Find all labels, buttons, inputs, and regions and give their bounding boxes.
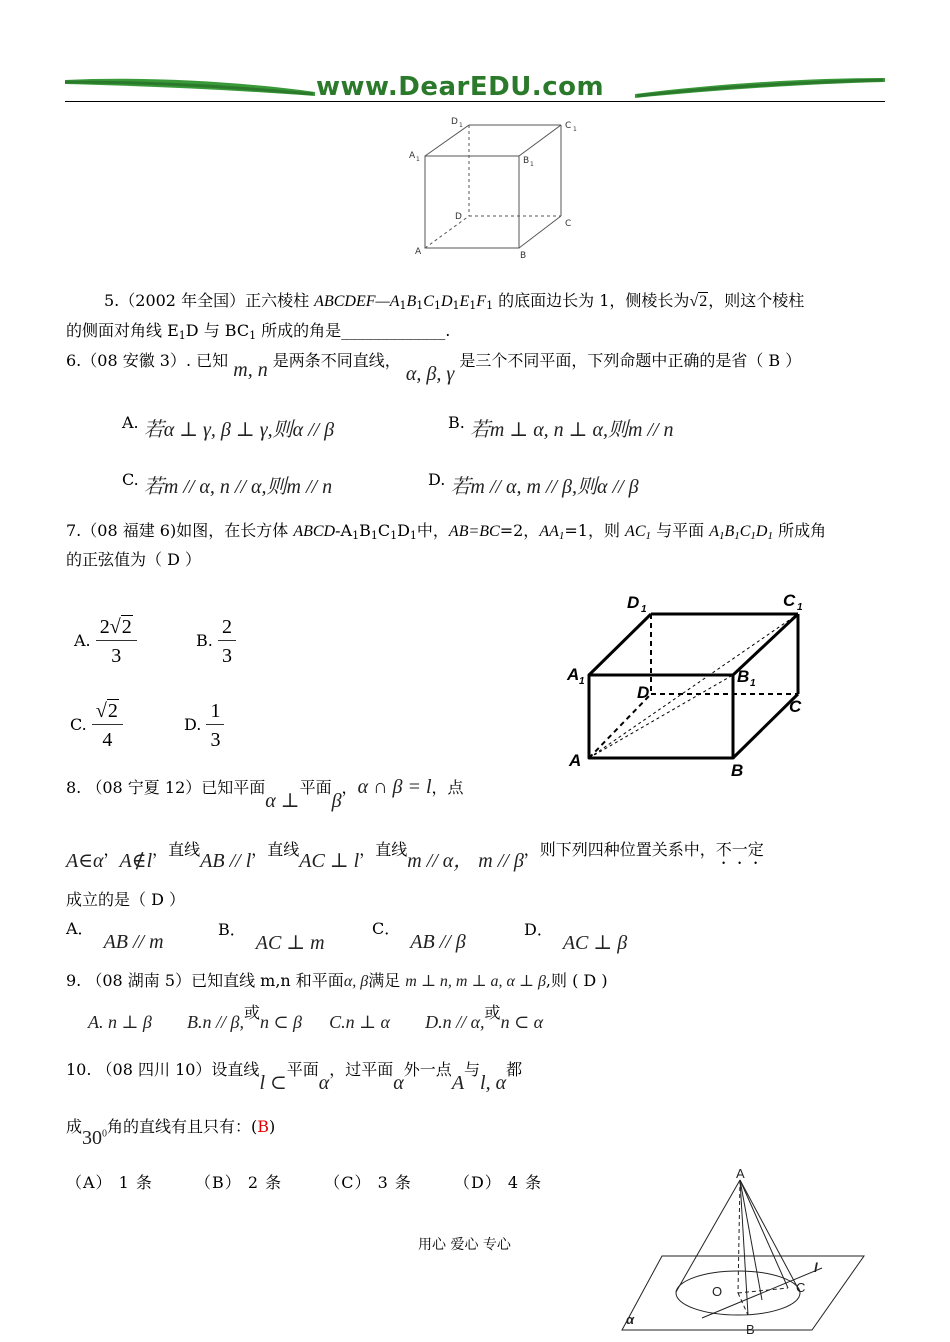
svg-text:1: 1	[579, 676, 585, 687]
q7-option-b: B. $\frac{2}{3}$	[196, 616, 236, 667]
svg-text:1: 1	[416, 156, 420, 163]
sqrt-symbol: √2	[689, 293, 708, 310]
q8-option-a: A．AB // m	[66, 919, 164, 953]
q6-option-c: C. 若m // α, n // α,则m // n	[122, 470, 333, 498]
cube1-label-c: C	[565, 219, 572, 229]
cuboid-figure-q7	[565, 586, 815, 776]
question-7-line-1: 7.（08 福建 6)如图，在长方体 ABCD-$A_1B_1C_1D_1$中，AB=BC=2，$AA_1=1$，则 $AC_1$ 与平面 $A_1B_1C_1D_1$ 所成角	[66, 521, 827, 542]
q10-fig-label-alpha: α	[626, 1312, 635, 1327]
question-10-line-1: 10. （08 四川 10）设直线l ⊂平面α，过平面α外一点A与l, α都	[66, 1060, 523, 1094]
cube1-label-d: D	[455, 212, 462, 222]
q10-fig-label-b: B	[746, 1322, 755, 1337]
svg-text:1: 1	[459, 122, 463, 129]
cube1-label-d1: D	[451, 117, 458, 127]
question-9-options: A. n ⊥ β B.n // β,或n ⊂ β C.n ⊥ α D.n // α,或n ⊂ α	[88, 1003, 544, 1032]
question-7-line-2: 的正弦值为（ D ）	[66, 550, 202, 569]
q7-fig-label-d: D	[637, 683, 650, 702]
q7-fig-label-a: A	[569, 751, 582, 770]
q10-fig-label-l: l	[814, 1260, 818, 1275]
cone-figure-q10	[612, 1168, 872, 1340]
q6-option-a: A. 若α ⊥ γ, β ⊥ γ,则α // β	[122, 413, 335, 441]
header-divider	[65, 101, 885, 102]
question-5-line-1: 5.（2002 年全国）正六棱柱 $ABCDEF—A_1B_1C_1D_1E_1F_1$ 的底面边长为 1，侧棱长为√2，则这个棱柱	[104, 291, 805, 312]
q7-fig-label-b1: B	[737, 667, 750, 686]
q7-option-d: D. $\frac{1}{3}$	[184, 700, 224, 751]
cube1-label-b1: B	[523, 156, 530, 166]
question-6-stem: 6.（08 安徽 3）. 已知 m, n 是两条不同直线， α, β, γ 是三个不同平面，下列命题中正确的是省（ B ）	[66, 351, 802, 385]
q7-fig-label-c: C	[789, 697, 802, 716]
q10-fig-label-c: C	[796, 1280, 806, 1295]
q6-option-d: D. 若m // α, m // β,则α // β	[428, 470, 639, 498]
q10-answer: B	[257, 1117, 270, 1136]
q7-option-a: A. $\frac{2√2}{3}$	[74, 616, 137, 667]
page-footer: 用心 爱心 专心	[418, 1237, 511, 1253]
q7-option-c: C. $\frac{√2}{4}$	[70, 700, 123, 751]
q10-fig-label-a: A	[736, 1168, 745, 1181]
svg-text:1: 1	[573, 126, 577, 133]
svg-text:1: 1	[797, 602, 803, 613]
question-8-line-2: A∈α，A∉l，直线AB // l，直线AC ⊥ l，直线m // α， m // β，则下列四种位置关系中，不一定	[66, 840, 764, 872]
svg-text:1: 1	[530, 161, 534, 168]
q10-fig-label-o: O	[712, 1284, 723, 1299]
question-8-line-3: 成立的是（ D ）	[66, 890, 186, 909]
cube-figure-1	[405, 112, 585, 262]
q10-options: （A） 1 条 （B） 2 条 （C） 3 条 （D） 4 条	[66, 1173, 543, 1192]
q6-option-b: B. 若m ⊥ α, n ⊥ α,则m // n	[448, 413, 674, 441]
svg-text:1: 1	[641, 604, 647, 615]
cube1-label-b: B	[520, 251, 527, 261]
q8-option-c: C．AB // β	[372, 919, 466, 953]
q7-fig-label-d1: D	[627, 593, 640, 612]
cube1-label-a1: A	[409, 151, 416, 161]
question-10-line-2: 成$30^0$角的直线有且只有：(B)	[66, 1117, 276, 1149]
question-9-stem: 9. （08 湖南 5）已知直线 m,n 和平面α, β满足 m ⊥ n, m ⊥ a, α ⊥ β,则 ( D )	[66, 971, 608, 990]
question-5-line-2: 的侧面对角线 $E_1D$ 与 $BC_1$ 所成的角是_____________.	[66, 321, 451, 342]
svg-text:1: 1	[750, 678, 756, 689]
q7-fig-label-b: B	[731, 761, 744, 776]
q7-fig-label-a1: A	[567, 665, 580, 684]
q7-fig-label-c1: C	[783, 591, 796, 610]
question-8-line-1: 8. （08 宁夏 12）已知平面α ⊥平面β，α ∩ β = l，点	[66, 776, 464, 812]
cube1-label-a: A	[415, 247, 422, 257]
site-logo-text: www.DearEDU.com	[316, 72, 605, 102]
q8-option-b: B．AC ⊥ m	[218, 920, 325, 954]
cube1-label-c1: C	[565, 121, 572, 131]
q8-option-d: D．AC ⊥ β	[524, 920, 628, 954]
